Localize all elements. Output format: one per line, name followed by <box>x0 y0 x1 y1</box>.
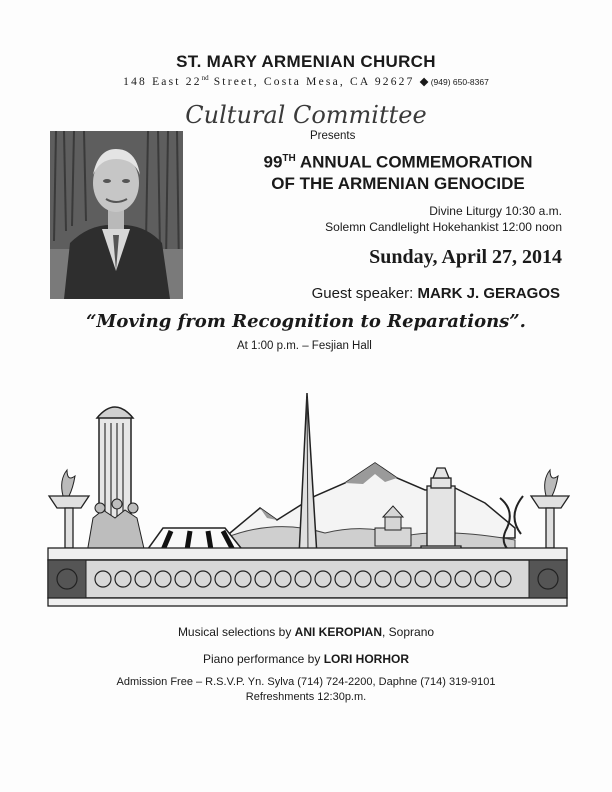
address-city: Street, Costa Mesa, CA 92627 <box>208 76 420 88</box>
eternal-flame-right-icon <box>531 470 569 548</box>
speaker-photo <box>50 131 183 299</box>
church-phone: (949) 650-8367 <box>430 77 489 87</box>
mother-armenia-monument-icon <box>421 468 461 554</box>
memorial-illustration <box>45 378 570 610</box>
refreshments-time: Refreshments 12:30p.m. <box>245 691 367 703</box>
church-name: ST. MARY ARMENIAN CHURCH <box>176 52 436 71</box>
soprano-role: , Soprano <box>382 625 435 639</box>
soprano-name: ANI KEROPIAN <box>294 625 382 639</box>
event-title-line2: OF THE ARMENIAN GENOCIDE <box>271 173 525 193</box>
presents-label: Presents <box>310 130 356 142</box>
event-date: Sunday, April 27, 2014 <box>369 246 562 268</box>
musical-label: Musical selections by <box>177 625 295 639</box>
address-ordinal: nd <box>201 74 209 83</box>
piano-label: Piano performance by <box>202 652 324 666</box>
speaker-name: MARK J. GERAGOS <box>417 285 560 302</box>
candlelight-time: Solemn Candlelight Hokehankist 12:00 noon <box>325 220 562 234</box>
event-number: 99 <box>263 152 283 172</box>
speaker-label: Guest speaker: <box>311 285 418 302</box>
committee-heading: Cultural Committee <box>185 101 427 129</box>
event-title-line1 <box>228 148 568 173</box>
piano-performance <box>0 652 612 666</box>
admission-rsvp: Admission Free – R.S.V.P. Yn. Sylva (714) 724-2200, Daphne (714) 319-9101 <box>116 676 496 688</box>
diamond-separator-icon: ◆ <box>419 76 431 88</box>
talk-title: “Moving from Recognition to Reparations”. <box>86 311 526 332</box>
address-street: 148 East 22 <box>123 76 202 88</box>
ornamental-base-icon <box>48 548 567 606</box>
event-ordinal: TH <box>282 153 296 164</box>
guest-speaker <box>250 285 560 302</box>
musical-selections <box>0 625 612 639</box>
church-address <box>0 74 612 88</box>
event-title <box>228 148 568 194</box>
eternal-flame-left-icon <box>49 470 89 548</box>
liturgy-time: Divine Liturgy 10:30 a.m. <box>429 204 562 218</box>
event-title-line1-rest: ANNUAL COMMEMORATION <box>295 152 533 172</box>
talk-time: At 1:00 p.m. – Fesjian Hall <box>237 340 372 352</box>
pianist-name: LORI HORHOR <box>323 652 410 666</box>
